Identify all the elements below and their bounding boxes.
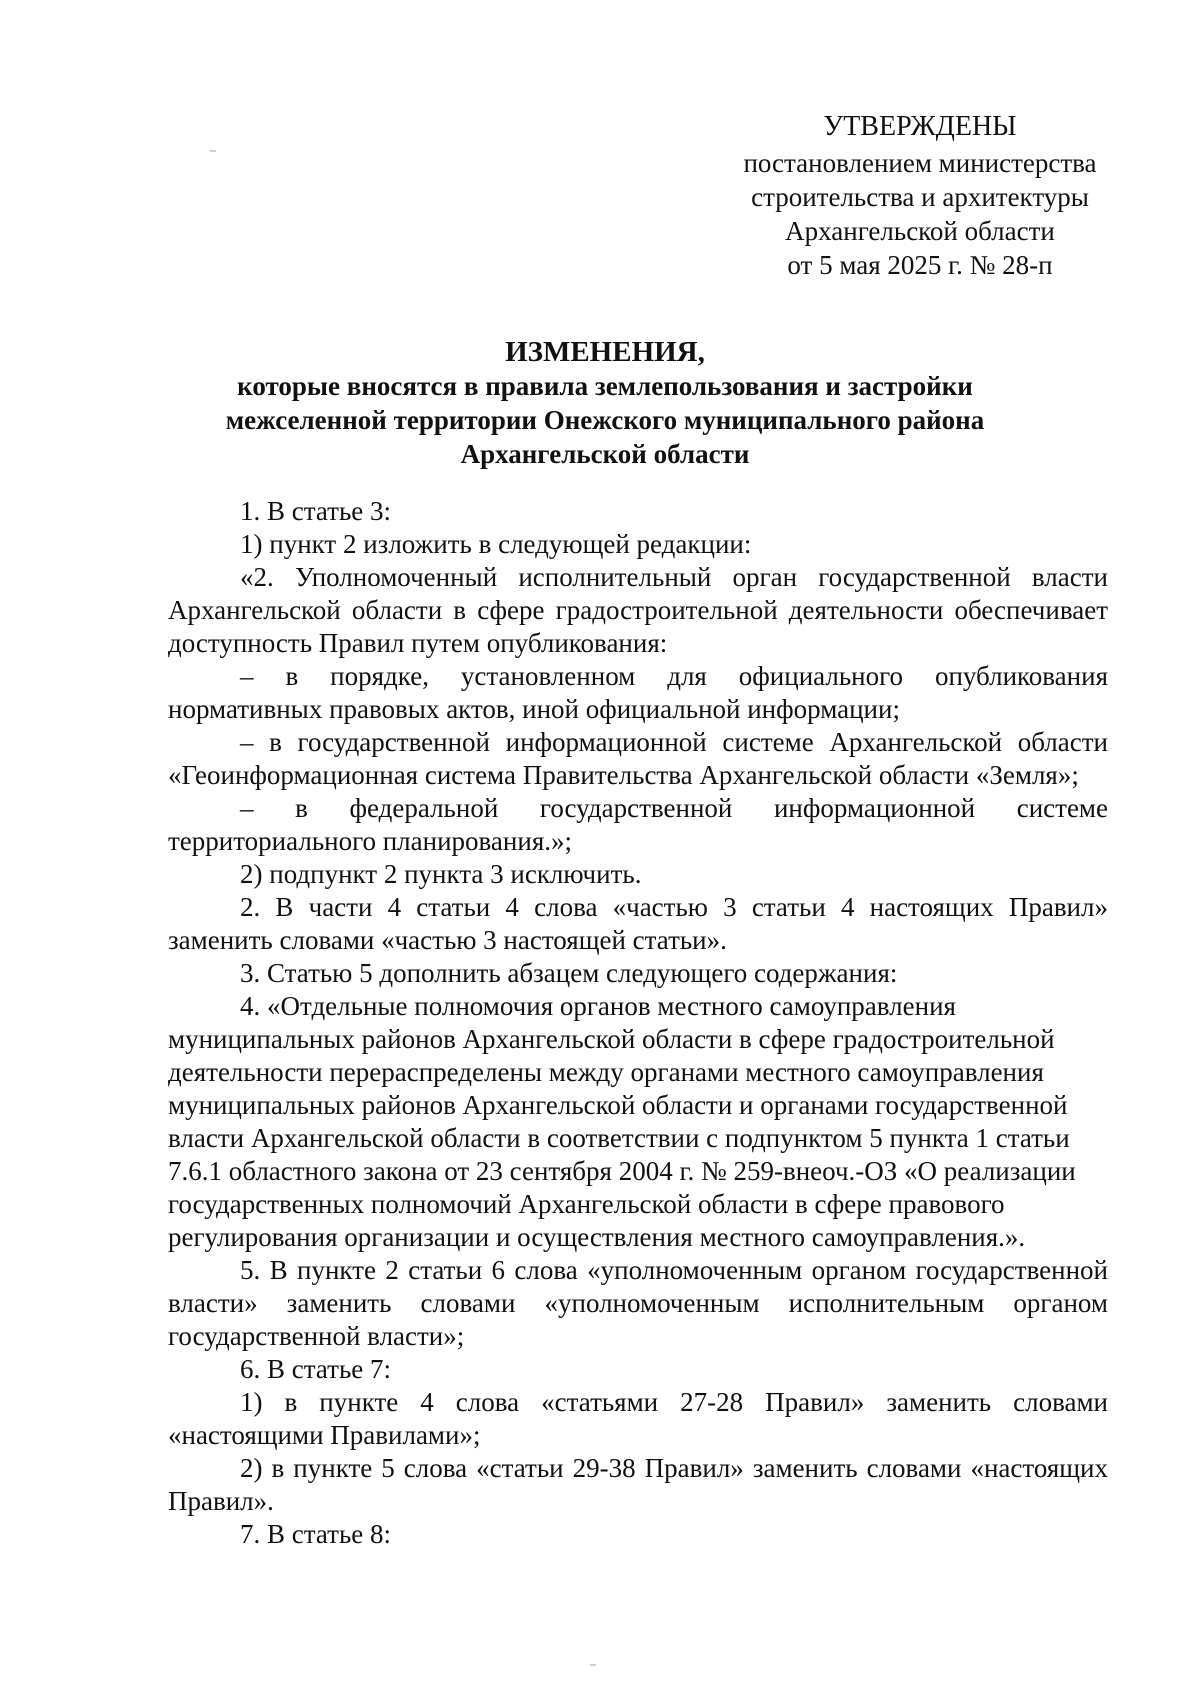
- paragraph: – в государственной информационной системе Архангельской области «Геоинформационная система Правительства Архангельской области «Земля»;: [168, 727, 1108, 790]
- paragraph: – в федеральной государственной информационной системе территориального планирования.»;: [168, 793, 1108, 856]
- title-main: ИЗМЕНЕНИЯ,: [505, 336, 705, 368]
- paragraph: 2. В части 4 статьи 4 слова «частью 3 статьи 4 настоящих Правил» заменить словами «частью 3 настоящей статьи».: [168, 892, 1108, 955]
- paragraph: 4. «Отдельные полномочия органов местного самоуправления муниципальных районов Архангельской области в сфере градостроительной деятельности перераспределены между органами местного самоуправления муниципальных районов Архангельской области и органами государственной власти Архангельской области в соответствии с подпунктом 5 пункта 1 статьи 7.6.1 областного закона от 23 сентября 2004 г. № 259-внеоч.-ОЗ «О реализации государственных полномочий Архангельской области в сфере правового регулирования организации и осуществления местного самоуправления.».: [168, 991, 1076, 1252]
- paragraph: 3. Статью 5 дополнить абзацем следующего содержания:: [240, 958, 898, 988]
- paragraph: 1) пункт 2 изложить в следующей редакции:: [240, 529, 752, 559]
- scan-speck: [210, 150, 216, 152]
- paragraph: «2. Уполномоченный исполнительный орган государственной власти Архангельской области в сфере градостроительной деятельности обеспечивает доступность Правил путем опубликования:: [168, 562, 1108, 658]
- approval-line: Архангельской области: [785, 216, 1055, 246]
- paragraph: 6. В статье 7:: [240, 1354, 392, 1384]
- approval-line: постановлением министерства: [743, 148, 1097, 178]
- document-body: [168, 495, 1108, 1551]
- paragraph: – в порядке, установленном для официального опубликования нормативных правовых актов, иной официальной информации;: [168, 661, 1108, 724]
- approval-date-line: от 5 мая 2025 г. № 28-п: [787, 250, 1053, 280]
- title-line: межселенной территории Онежского муниципального района: [225, 405, 985, 435]
- paragraph: 5. В пункте 2 статьи 6 слова «уполномоченным органом государственной власти» заменить словами «уполномоченным исполнительным органом государственной власти»;: [168, 1255, 1108, 1351]
- title-line: которые вносятся в правила землепользования и застройки: [237, 371, 973, 401]
- title-line: Архангельской области: [460, 439, 750, 469]
- paragraph: 2) в пункте 5 слова «статьи 29-38 Правил» заменить словами «настоящих Правил».: [168, 1453, 1108, 1516]
- approval-heading: УТВЕРЖДЕНЫ: [823, 111, 1017, 142]
- document-title: [160, 335, 1050, 471]
- paragraph: 2) подпункт 2 пункта 3 исключить.: [240, 859, 642, 889]
- paragraph: 1) в пункте 4 слова «статьями 27-28 Правил» заменить словами «настоящими Правилами»;: [168, 1387, 1108, 1450]
- paragraph: 7. В статье 8:: [240, 1519, 392, 1549]
- approval-line: строительства и архитектуры: [751, 182, 1089, 212]
- approval-block: [700, 110, 1140, 282]
- paragraph: 1. В статье 3:: [240, 496, 392, 526]
- scan-speck: [590, 1664, 596, 1666]
